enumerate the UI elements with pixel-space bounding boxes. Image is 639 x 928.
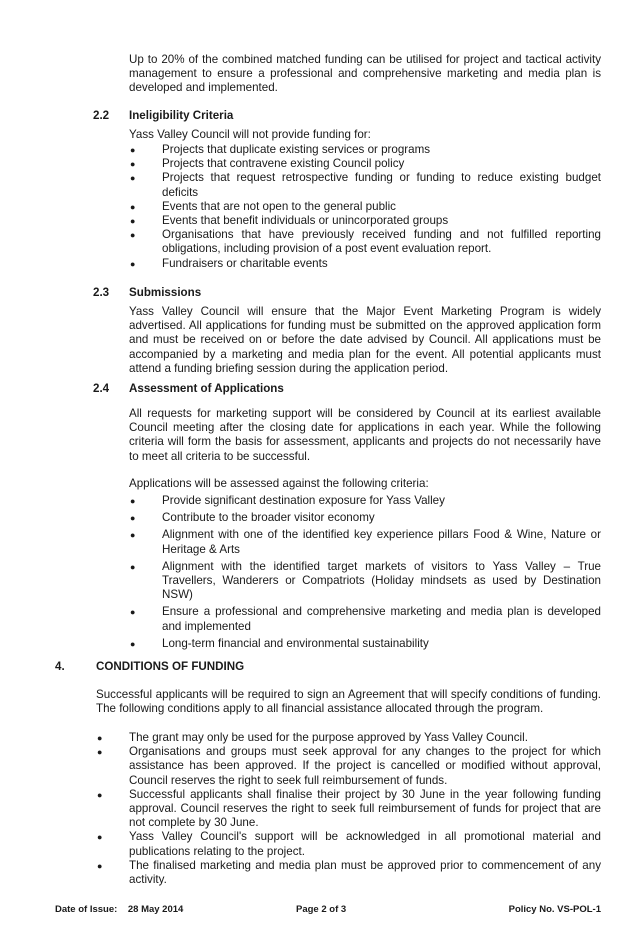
list-item: ● Alignment with one of the identified key experience pillars Food & Wine, Nature or Heritage & Arts [130, 528, 601, 556]
list-item: ● The finalised marketing and media plan must be approved prior to commencement of any activity. [97, 858, 601, 887]
section-2-2-lead: Yass Valley Council will not provide funding for: [129, 128, 371, 141]
bullet-icon: ● [130, 607, 136, 618]
intro-paragraph: Up to 20% of the combined matched funding can be utilised for project and tactical activity management to ensure a professional and comprehensive marketing and media plan is developed and implemented. [129, 53, 601, 95]
footer-issue-date [55, 904, 183, 916]
bullet-icon: ● [97, 747, 103, 758]
section-2-4-number: 2.4 [93, 382, 110, 395]
funding-conditions-list [96, 731, 601, 887]
bullet-icon: ● [130, 159, 136, 170]
list-item: ● Long-term financial and environmental sustainability [130, 636, 429, 650]
list-item: ● The grant may only be used for the purpose approved by Yass Valley Council. [97, 731, 528, 744]
bullet-icon: ● [97, 789, 103, 800]
section-2-2-title: Ineligibility Criteria [129, 109, 234, 122]
list-item: ● Projects that contravene existing Council policy [130, 157, 405, 171]
list-item: ● Events that are not open to the general public [130, 199, 396, 213]
bullet-icon: ● [130, 230, 136, 241]
section-2-4-title: Assessment of Applications [129, 382, 284, 395]
bullet-icon: ● [130, 145, 136, 155]
section-2-3-body: Yass Valley Council will ensure that the Major Event Marketing Program is widely advertised. All applications for funding must be submitted on the approved application form and must be received on or before the date advised by Council. All applications must be accompanied by a marketing and media plan for the event. All potential applicants must attend a funding briefing session during the application period. [129, 305, 601, 375]
bullet-icon: ● [97, 733, 103, 743]
footer-policy-number: Policy No. VS-POL-1 [508, 904, 601, 915]
section-4-body: Successful applicants will be required to sign an Agreement that will specify conditions of funding. The following conditions apply to all financial assistance allocated through the program. [96, 688, 601, 716]
bullet-icon: ● [130, 258, 136, 269]
section-2-4-body: All requests for marketing support will be considered by Council at its earliest available Council meeting after the closing date for applications in each year. While the following criteria will form the basis for assessment, applicants and projects do not necessarily have to meet all criteria to be successful. [129, 407, 601, 463]
bullet-icon: ● [130, 513, 136, 524]
bullet-icon: ● [130, 173, 136, 184]
bullet-icon: ● [130, 216, 136, 227]
section-2-2-number: 2.2 [93, 109, 110, 122]
list-item: ● Alignment with the identified target markets of visitors to Yass Valley – True Travellers, Wanderers or Compatriots (Holiday mindsets as used by Destination NSW) [130, 559, 601, 602]
section-4-number: 4. [55, 660, 65, 673]
list-item: ● Provide significant destination exposure for Yass Valley [130, 494, 445, 507]
list-item: ● Fundraisers or charitable events [130, 256, 328, 270]
list-item: ● Organisations that have previously received funding and not fulfilled reporting obligations, including provision of a post event evaluation report. [130, 228, 601, 256]
assessment-criteria-list [129, 494, 601, 651]
footer-page-number: Page 2 of 3 [296, 904, 347, 915]
footer-issue-value: 28 May 2014 [127, 904, 184, 915]
list-item: ● Ensure a professional and comprehensive marketing and media plan is developed and implemented [130, 605, 601, 633]
ineligibility-list [129, 143, 601, 271]
bullet-icon: ● [97, 860, 103, 871]
footer-issue-label: Date of Issue: [55, 904, 118, 915]
list-item: ● Successful applicants shall finalise their project by 30 June in the year following funding approval. Council reserves the right to seek full reimbursement of funds for project that are not complete by 30 June. [97, 787, 601, 830]
list-item: ● Projects that request retrospective funding or funding to reduce existing budget deficits [130, 171, 601, 199]
section-4-title: CONDITIONS OF FUNDING [96, 660, 245, 673]
bullet-icon: ● [130, 638, 136, 649]
bullet-icon: ● [130, 201, 136, 212]
list-item: ● Organisations and groups must seek approval for any changes to the project for which assistance has been approved. If the project is cancelled or modified without approval, Council reserves the right to seek full reimbursement of funds. [97, 745, 601, 787]
section-2-3-title: Submissions [129, 286, 202, 299]
list-item: ● Contribute to the broader visitor economy [130, 511, 375, 525]
section-2-4-lead: Applications will be assessed against the following criteria: [129, 477, 429, 490]
list-item: ● Projects that duplicate existing services or programs [130, 143, 431, 156]
bullet-icon: ● [130, 530, 136, 541]
bullet-icon: ● [97, 832, 103, 843]
bullet-icon: ● [130, 561, 136, 572]
list-item: ● Yass Valley Council's support will be acknowledged in all promotional material and publications relating to the project. [97, 830, 601, 858]
list-item: ● Events that benefit individuals or unincorporated groups [130, 214, 449, 228]
section-2-3-number: 2.3 [93, 286, 110, 299]
bullet-icon: ● [130, 496, 136, 506]
